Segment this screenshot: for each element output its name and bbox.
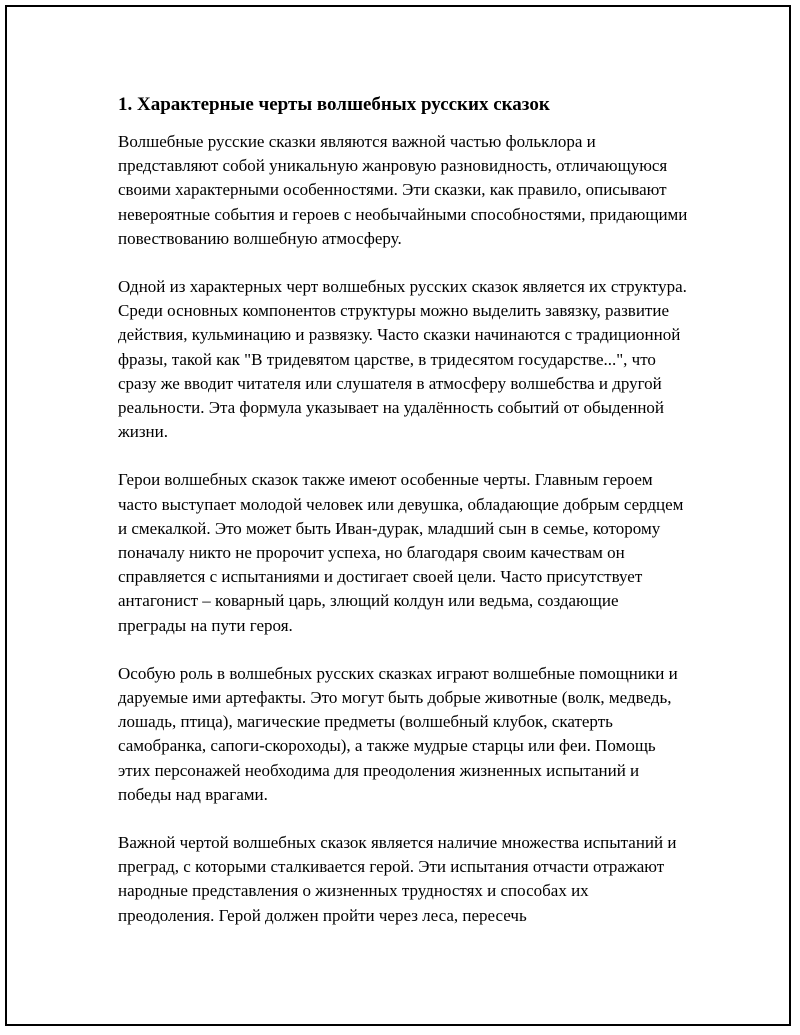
section-heading: 1. Характерные черты волшебных русских сказок xyxy=(118,94,550,115)
paragraph-structure: Одной из характерных черт волшебных русских сказок является их структура. Среди основных компонентов структуры можно выделить завязку, развитие действия, кульминацию и развязку. Часто сказки начинаются с традиционной фразы, такой как "В тридевятом царстве, в тридесятом государстве...", что сразу же вводит читателя или слушателя в атмосферу волшебства и другой реальности. Эта формула указывает на удалённость событий от обыденной жизни. xyxy=(118,277,687,442)
paragraph-intro: Волшебные русские сказки являются важной частью фольклора и представляют собой уникальную жанровую разновидность, отличающуюся своими характерными особенностями. Эти сказки, как правило, описывают невероятные события и героев с необычайными способностями, придающими повествованию волшебную атмосферу. xyxy=(118,132,688,248)
paragraph-helpers: Особую роль в волшебных русских сказках играют волшебные помощники и даруемые ими артефакты. Это могут быть добрые животные (волк, медведь, лошадь, птица), магические предметы (волшебный клубок, скатерть самобранка, сапоги-скороходы), а также мудрые старцы или феи. Помощь этих персонажей необходима для преодоления жизненных испытаний и победы над врагами. xyxy=(118,663,678,804)
document-body xyxy=(118,93,688,952)
paragraph-heroes: Герои волшебных сказок также имеют особенные черты. Главным героем часто выступает молодой человек или девушка, обладающие добрым сердцем и смекалкой. Это может быть Иван-дурак, младший сын в семье, которому поначалу никто не пророчит успеха, но благодаря своим качествам он справляется с испытаниями и достигает своей цели. Часто присутствует антагонист – коварный царь, злющий колдун или ведьма, создающие преграды на пути героя. xyxy=(118,470,684,635)
paragraph-trials: Важной чертой волшебных сказок является наличие множества испытаний и преград, с которыми сталкивается герой. Эти испытания отчасти отражают народные представления о жизненных трудностях и способах их преодоления. Герой должен пройти через леса, пересечь xyxy=(118,833,677,925)
